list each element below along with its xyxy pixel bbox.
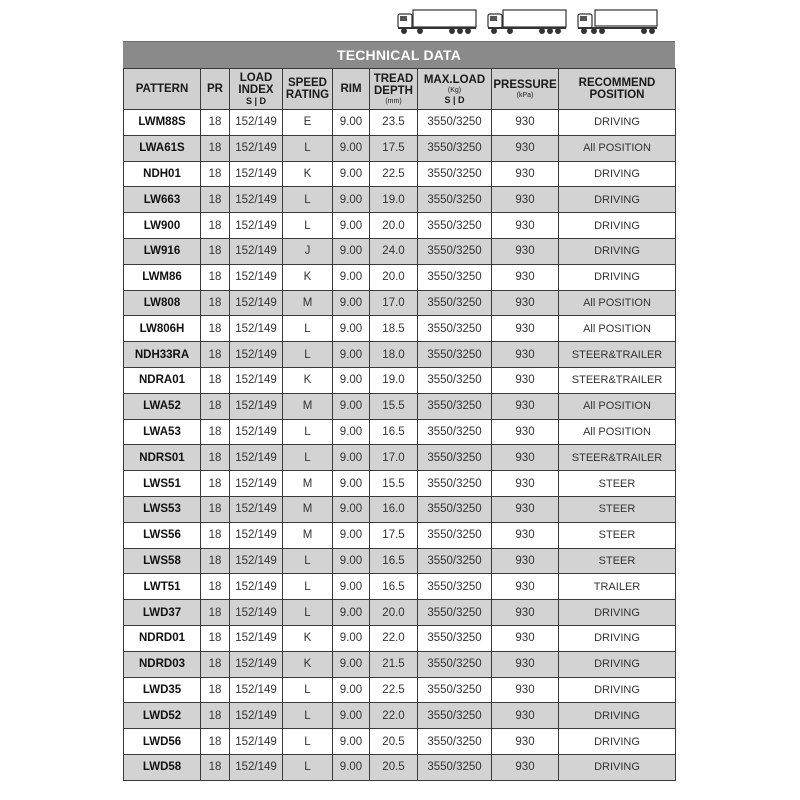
cell-speed-rating: L bbox=[283, 729, 333, 755]
truck-box-trailer-icon bbox=[576, 8, 660, 36]
cell-max-load: 3550/3250 bbox=[418, 110, 492, 136]
table-row bbox=[124, 135, 676, 161]
table-row bbox=[124, 238, 676, 264]
cell-rim: 9.00 bbox=[333, 393, 370, 419]
cell-pr: 18 bbox=[201, 187, 230, 213]
cell-pr: 18 bbox=[201, 729, 230, 755]
cell-recommend-position: All POSITION bbox=[559, 419, 676, 445]
table-row bbox=[124, 419, 676, 445]
cell-tread-depth: 20.5 bbox=[370, 729, 418, 755]
cell-pattern: LWD52 bbox=[124, 703, 201, 729]
cell-pr: 18 bbox=[201, 367, 230, 393]
cell-speed-rating: L bbox=[283, 677, 333, 703]
cell-tread-depth: 23.5 bbox=[370, 110, 418, 136]
cell-pr: 18 bbox=[201, 600, 230, 626]
table-row bbox=[124, 316, 676, 342]
cell-speed-rating: K bbox=[283, 625, 333, 651]
table-row bbox=[124, 393, 676, 419]
cell-rim: 9.00 bbox=[333, 110, 370, 136]
table-row bbox=[124, 290, 676, 316]
cell-tread-depth: 17.5 bbox=[370, 522, 418, 548]
cell-pressure: 930 bbox=[492, 522, 559, 548]
cell-pressure: 930 bbox=[492, 393, 559, 419]
cell-pr: 18 bbox=[201, 496, 230, 522]
cell-tread-depth: 17.0 bbox=[370, 445, 418, 471]
col-rim: RIM bbox=[333, 69, 370, 110]
cell-pressure: 930 bbox=[492, 342, 559, 368]
cell-pressure: 930 bbox=[492, 625, 559, 651]
cell-speed-rating: L bbox=[283, 600, 333, 626]
cell-pr: 18 bbox=[201, 213, 230, 239]
cell-recommend-position: DRIVING bbox=[559, 187, 676, 213]
cell-load-index: 152/149 bbox=[230, 600, 283, 626]
cell-pattern: LW900 bbox=[124, 213, 201, 239]
cell-speed-rating: M bbox=[283, 496, 333, 522]
cell-pressure: 930 bbox=[492, 213, 559, 239]
cell-max-load: 3550/3250 bbox=[418, 393, 492, 419]
cell-pressure: 930 bbox=[492, 471, 559, 497]
col-pressure: PRESSURE (kPa) bbox=[492, 69, 559, 110]
cell-tread-depth: 19.0 bbox=[370, 367, 418, 393]
cell-speed-rating: L bbox=[283, 419, 333, 445]
cell-pressure: 930 bbox=[492, 445, 559, 471]
cell-pattern: LWM88S bbox=[124, 110, 201, 136]
cell-tread-depth: 20.0 bbox=[370, 213, 418, 239]
cell-load-index: 152/149 bbox=[230, 110, 283, 136]
cell-max-load: 3550/3250 bbox=[418, 651, 492, 677]
cell-recommend-position: DRIVING bbox=[559, 264, 676, 290]
cell-load-index: 152/149 bbox=[230, 187, 283, 213]
cell-rim: 9.00 bbox=[333, 342, 370, 368]
cell-pattern: LWS58 bbox=[124, 548, 201, 574]
cell-recommend-position: DRIVING bbox=[559, 754, 676, 780]
cell-recommend-position: STEER bbox=[559, 496, 676, 522]
cell-pressure: 930 bbox=[492, 574, 559, 600]
cell-pattern: LW808 bbox=[124, 290, 201, 316]
cell-tread-depth: 18.5 bbox=[370, 316, 418, 342]
cell-pressure: 930 bbox=[492, 316, 559, 342]
cell-rim: 9.00 bbox=[333, 625, 370, 651]
table-row bbox=[124, 574, 676, 600]
cell-pattern: LW806H bbox=[124, 316, 201, 342]
cell-pr: 18 bbox=[201, 419, 230, 445]
cell-load-index: 152/149 bbox=[230, 703, 283, 729]
cell-rim: 9.00 bbox=[333, 496, 370, 522]
table-row bbox=[124, 187, 676, 213]
cell-max-load: 3550/3250 bbox=[418, 548, 492, 574]
table-row bbox=[124, 548, 676, 574]
cell-recommend-position: DRIVING bbox=[559, 238, 676, 264]
cell-max-load: 3550/3250 bbox=[418, 471, 492, 497]
cell-speed-rating: K bbox=[283, 367, 333, 393]
cell-pr: 18 bbox=[201, 471, 230, 497]
cell-recommend-position: All POSITION bbox=[559, 393, 676, 419]
technical-data-sheet bbox=[123, 41, 675, 781]
table-row bbox=[124, 677, 676, 703]
cell-tread-depth: 22.0 bbox=[370, 703, 418, 729]
cell-speed-rating: L bbox=[283, 445, 333, 471]
cell-load-index: 152/149 bbox=[230, 522, 283, 548]
cell-max-load: 3550/3250 bbox=[418, 522, 492, 548]
cell-pattern: LWD35 bbox=[124, 677, 201, 703]
cell-pattern: LWD56 bbox=[124, 729, 201, 755]
table-row bbox=[124, 367, 676, 393]
cell-speed-rating: M bbox=[283, 393, 333, 419]
cell-pressure: 930 bbox=[492, 290, 559, 316]
cell-load-index: 152/149 bbox=[230, 367, 283, 393]
cell-recommend-position: DRIVING bbox=[559, 651, 676, 677]
cell-speed-rating: K bbox=[283, 264, 333, 290]
cell-rim: 9.00 bbox=[333, 703, 370, 729]
col-load-index: LOAD INDEX S | D bbox=[230, 69, 283, 110]
cell-rim: 9.00 bbox=[333, 754, 370, 780]
cell-pr: 18 bbox=[201, 677, 230, 703]
cell-pr: 18 bbox=[201, 754, 230, 780]
cell-pr: 18 bbox=[201, 135, 230, 161]
cell-pr: 18 bbox=[201, 574, 230, 600]
cell-recommend-position: DRIVING bbox=[559, 729, 676, 755]
cell-max-load: 3550/3250 bbox=[418, 264, 492, 290]
cell-load-index: 152/149 bbox=[230, 625, 283, 651]
cell-load-index: 152/149 bbox=[230, 342, 283, 368]
cell-pressure: 930 bbox=[492, 135, 559, 161]
cell-recommend-position: STEER bbox=[559, 471, 676, 497]
cell-load-index: 152/149 bbox=[230, 135, 283, 161]
cell-tread-depth: 20.0 bbox=[370, 264, 418, 290]
cell-pr: 18 bbox=[201, 238, 230, 264]
cell-rim: 9.00 bbox=[333, 290, 370, 316]
cell-pressure: 930 bbox=[492, 729, 559, 755]
cell-pr: 18 bbox=[201, 110, 230, 136]
cell-pressure: 930 bbox=[492, 187, 559, 213]
cell-max-load: 3550/3250 bbox=[418, 703, 492, 729]
cell-max-load: 3550/3250 bbox=[418, 238, 492, 264]
cell-pr: 18 bbox=[201, 393, 230, 419]
cell-speed-rating: L bbox=[283, 316, 333, 342]
cell-speed-rating: J bbox=[283, 238, 333, 264]
col-max-load: MAX.LOAD (Kg) S | D bbox=[418, 69, 492, 110]
cell-rim: 9.00 bbox=[333, 419, 370, 445]
cell-load-index: 152/149 bbox=[230, 496, 283, 522]
cell-pressure: 930 bbox=[492, 677, 559, 703]
cell-pressure: 930 bbox=[492, 548, 559, 574]
cell-pressure: 930 bbox=[492, 264, 559, 290]
table-row bbox=[124, 522, 676, 548]
cell-rim: 9.00 bbox=[333, 600, 370, 626]
cell-pressure: 930 bbox=[492, 419, 559, 445]
cell-load-index: 152/149 bbox=[230, 161, 283, 187]
cell-max-load: 3550/3250 bbox=[418, 161, 492, 187]
cell-speed-rating: K bbox=[283, 651, 333, 677]
cell-rim: 9.00 bbox=[333, 238, 370, 264]
cell-recommend-position: DRIVING bbox=[559, 161, 676, 187]
table-row bbox=[124, 651, 676, 677]
cell-pattern: LW916 bbox=[124, 238, 201, 264]
cell-load-index: 152/149 bbox=[230, 471, 283, 497]
table-row bbox=[124, 471, 676, 497]
cell-pressure: 930 bbox=[492, 367, 559, 393]
cell-pattern: NDRA01 bbox=[124, 367, 201, 393]
cell-pr: 18 bbox=[201, 651, 230, 677]
cell-pressure: 930 bbox=[492, 238, 559, 264]
technical-data-table bbox=[123, 68, 676, 781]
cell-max-load: 3550/3250 bbox=[418, 316, 492, 342]
cell-tread-depth: 16.5 bbox=[370, 574, 418, 600]
cell-max-load: 3550/3250 bbox=[418, 342, 492, 368]
table-row bbox=[124, 213, 676, 239]
cell-speed-rating: L bbox=[283, 754, 333, 780]
cell-pr: 18 bbox=[201, 264, 230, 290]
cell-pattern: LWT51 bbox=[124, 574, 201, 600]
cell-recommend-position: DRIVING bbox=[559, 600, 676, 626]
col-tread-depth: TREAD DEPTH (mm) bbox=[370, 69, 418, 110]
cell-load-index: 152/149 bbox=[230, 238, 283, 264]
cell-rim: 9.00 bbox=[333, 161, 370, 187]
cell-tread-depth: 20.0 bbox=[370, 600, 418, 626]
cell-tread-depth: 24.0 bbox=[370, 238, 418, 264]
cell-speed-rating: M bbox=[283, 522, 333, 548]
cell-pattern: LW663 bbox=[124, 187, 201, 213]
table-row bbox=[124, 703, 676, 729]
cell-load-index: 152/149 bbox=[230, 445, 283, 471]
cell-speed-rating: L bbox=[283, 548, 333, 574]
cell-load-index: 152/149 bbox=[230, 316, 283, 342]
cell-rim: 9.00 bbox=[333, 135, 370, 161]
table-row bbox=[124, 625, 676, 651]
cell-tread-depth: 20.5 bbox=[370, 754, 418, 780]
cell-max-load: 3550/3250 bbox=[418, 677, 492, 703]
cell-tread-depth: 22.0 bbox=[370, 625, 418, 651]
cell-tread-depth: 15.5 bbox=[370, 393, 418, 419]
cell-pr: 18 bbox=[201, 290, 230, 316]
cell-tread-depth: 17.0 bbox=[370, 290, 418, 316]
cell-max-load: 3550/3250 bbox=[418, 187, 492, 213]
cell-load-index: 152/149 bbox=[230, 290, 283, 316]
truck-trailer-icon bbox=[486, 8, 570, 36]
cell-load-index: 152/149 bbox=[230, 729, 283, 755]
cell-speed-rating: L bbox=[283, 135, 333, 161]
cell-tread-depth: 17.5 bbox=[370, 135, 418, 161]
cell-recommend-position: STEER&TRAILER bbox=[559, 367, 676, 393]
cell-pressure: 930 bbox=[492, 703, 559, 729]
cell-max-load: 3550/3250 bbox=[418, 419, 492, 445]
cell-tread-depth: 16.5 bbox=[370, 548, 418, 574]
table-row bbox=[124, 729, 676, 755]
cell-tread-depth: 16.0 bbox=[370, 496, 418, 522]
cell-pattern: LWA52 bbox=[124, 393, 201, 419]
header-row bbox=[124, 69, 676, 110]
cell-recommend-position: STEER&TRAILER bbox=[559, 445, 676, 471]
cell-max-load: 3550/3250 bbox=[418, 290, 492, 316]
cell-pattern: NDRD01 bbox=[124, 625, 201, 651]
cell-pr: 18 bbox=[201, 445, 230, 471]
cell-rim: 9.00 bbox=[333, 213, 370, 239]
cell-recommend-position: All POSITION bbox=[559, 316, 676, 342]
cell-rim: 9.00 bbox=[333, 264, 370, 290]
table-row bbox=[124, 110, 676, 136]
cell-pressure: 930 bbox=[492, 496, 559, 522]
cell-pattern: NDH01 bbox=[124, 161, 201, 187]
cell-load-index: 152/149 bbox=[230, 574, 283, 600]
cell-pr: 18 bbox=[201, 161, 230, 187]
cell-speed-rating: L bbox=[283, 213, 333, 239]
col-pattern: PATTERN bbox=[124, 69, 201, 110]
cell-tread-depth: 22.5 bbox=[370, 161, 418, 187]
cell-pattern: LWS56 bbox=[124, 522, 201, 548]
cell-rim: 9.00 bbox=[333, 548, 370, 574]
cell-recommend-position: DRIVING bbox=[559, 703, 676, 729]
cell-pr: 18 bbox=[201, 316, 230, 342]
cell-max-load: 3550/3250 bbox=[418, 496, 492, 522]
cell-pattern: LWM86 bbox=[124, 264, 201, 290]
cell-speed-rating: K bbox=[283, 161, 333, 187]
cell-recommend-position: DRIVING bbox=[559, 625, 676, 651]
col-speed-rating: SPEED RATING bbox=[283, 69, 333, 110]
cell-max-load: 3550/3250 bbox=[418, 754, 492, 780]
truck-trailer-icon bbox=[396, 8, 480, 36]
cell-load-index: 152/149 bbox=[230, 213, 283, 239]
cell-load-index: 152/149 bbox=[230, 393, 283, 419]
cell-max-load: 3550/3250 bbox=[418, 574, 492, 600]
truck-illustrations bbox=[396, 8, 676, 36]
cell-recommend-position: All POSITION bbox=[559, 290, 676, 316]
table-row bbox=[124, 161, 676, 187]
cell-pattern: LWD58 bbox=[124, 754, 201, 780]
table-row bbox=[124, 496, 676, 522]
cell-recommend-position: DRIVING bbox=[559, 213, 676, 239]
cell-tread-depth: 16.5 bbox=[370, 419, 418, 445]
table-row bbox=[124, 445, 676, 471]
cell-pattern: NDH33RA bbox=[124, 342, 201, 368]
cell-recommend-position: All POSITION bbox=[559, 135, 676, 161]
cell-rim: 9.00 bbox=[333, 316, 370, 342]
cell-load-index: 152/149 bbox=[230, 264, 283, 290]
cell-speed-rating: L bbox=[283, 703, 333, 729]
table-body bbox=[124, 110, 676, 781]
table-title: TECHNICAL DATA bbox=[123, 41, 675, 68]
cell-pressure: 930 bbox=[492, 110, 559, 136]
cell-tread-depth: 18.0 bbox=[370, 342, 418, 368]
cell-max-load: 3550/3250 bbox=[418, 135, 492, 161]
cell-speed-rating: L bbox=[283, 342, 333, 368]
cell-pattern: LWD37 bbox=[124, 600, 201, 626]
table-row bbox=[124, 264, 676, 290]
cell-pr: 18 bbox=[201, 522, 230, 548]
table-row bbox=[124, 342, 676, 368]
table-row bbox=[124, 754, 676, 780]
cell-pattern: LWS51 bbox=[124, 471, 201, 497]
cell-pressure: 930 bbox=[492, 754, 559, 780]
cell-tread-depth: 21.5 bbox=[370, 651, 418, 677]
cell-recommend-position: TRAILER bbox=[559, 574, 676, 600]
cell-speed-rating: L bbox=[283, 574, 333, 600]
cell-recommend-position: STEER bbox=[559, 522, 676, 548]
cell-tread-depth: 19.0 bbox=[370, 187, 418, 213]
cell-pattern: LWA61S bbox=[124, 135, 201, 161]
cell-speed-rating: M bbox=[283, 471, 333, 497]
cell-rim: 9.00 bbox=[333, 445, 370, 471]
cell-speed-rating: M bbox=[283, 290, 333, 316]
cell-tread-depth: 15.5 bbox=[370, 471, 418, 497]
cell-rim: 9.00 bbox=[333, 187, 370, 213]
cell-rim: 9.00 bbox=[333, 651, 370, 677]
cell-load-index: 152/149 bbox=[230, 419, 283, 445]
cell-load-index: 152/149 bbox=[230, 677, 283, 703]
cell-pattern: LWA53 bbox=[124, 419, 201, 445]
cell-load-index: 152/149 bbox=[230, 754, 283, 780]
cell-recommend-position: STEER bbox=[559, 548, 676, 574]
cell-max-load: 3550/3250 bbox=[418, 600, 492, 626]
cell-max-load: 3550/3250 bbox=[418, 445, 492, 471]
cell-rim: 9.00 bbox=[333, 367, 370, 393]
cell-speed-rating: E bbox=[283, 110, 333, 136]
cell-max-load: 3550/3250 bbox=[418, 625, 492, 651]
cell-pressure: 930 bbox=[492, 651, 559, 677]
cell-pr: 18 bbox=[201, 703, 230, 729]
cell-pattern: NDRS01 bbox=[124, 445, 201, 471]
cell-pr: 18 bbox=[201, 342, 230, 368]
cell-pattern: LWS53 bbox=[124, 496, 201, 522]
cell-rim: 9.00 bbox=[333, 574, 370, 600]
cell-pr: 18 bbox=[201, 548, 230, 574]
cell-max-load: 3550/3250 bbox=[418, 729, 492, 755]
cell-recommend-position: DRIVING bbox=[559, 110, 676, 136]
cell-load-index: 152/149 bbox=[230, 548, 283, 574]
cell-pr: 18 bbox=[201, 625, 230, 651]
cell-max-load: 3550/3250 bbox=[418, 213, 492, 239]
table-row bbox=[124, 600, 676, 626]
cell-recommend-position: DRIVING bbox=[559, 677, 676, 703]
cell-tread-depth: 22.5 bbox=[370, 677, 418, 703]
cell-pattern: NDRD03 bbox=[124, 651, 201, 677]
col-pr: PR bbox=[201, 69, 230, 110]
cell-pressure: 930 bbox=[492, 161, 559, 187]
cell-load-index: 152/149 bbox=[230, 651, 283, 677]
col-recommend-position: RECOMMEND POSITION bbox=[559, 69, 676, 110]
cell-recommend-position: STEER&TRAILER bbox=[559, 342, 676, 368]
cell-pressure: 930 bbox=[492, 600, 559, 626]
cell-rim: 9.00 bbox=[333, 729, 370, 755]
cell-rim: 9.00 bbox=[333, 677, 370, 703]
cell-speed-rating: L bbox=[283, 187, 333, 213]
cell-max-load: 3550/3250 bbox=[418, 367, 492, 393]
cell-rim: 9.00 bbox=[333, 471, 370, 497]
cell-rim: 9.00 bbox=[333, 522, 370, 548]
